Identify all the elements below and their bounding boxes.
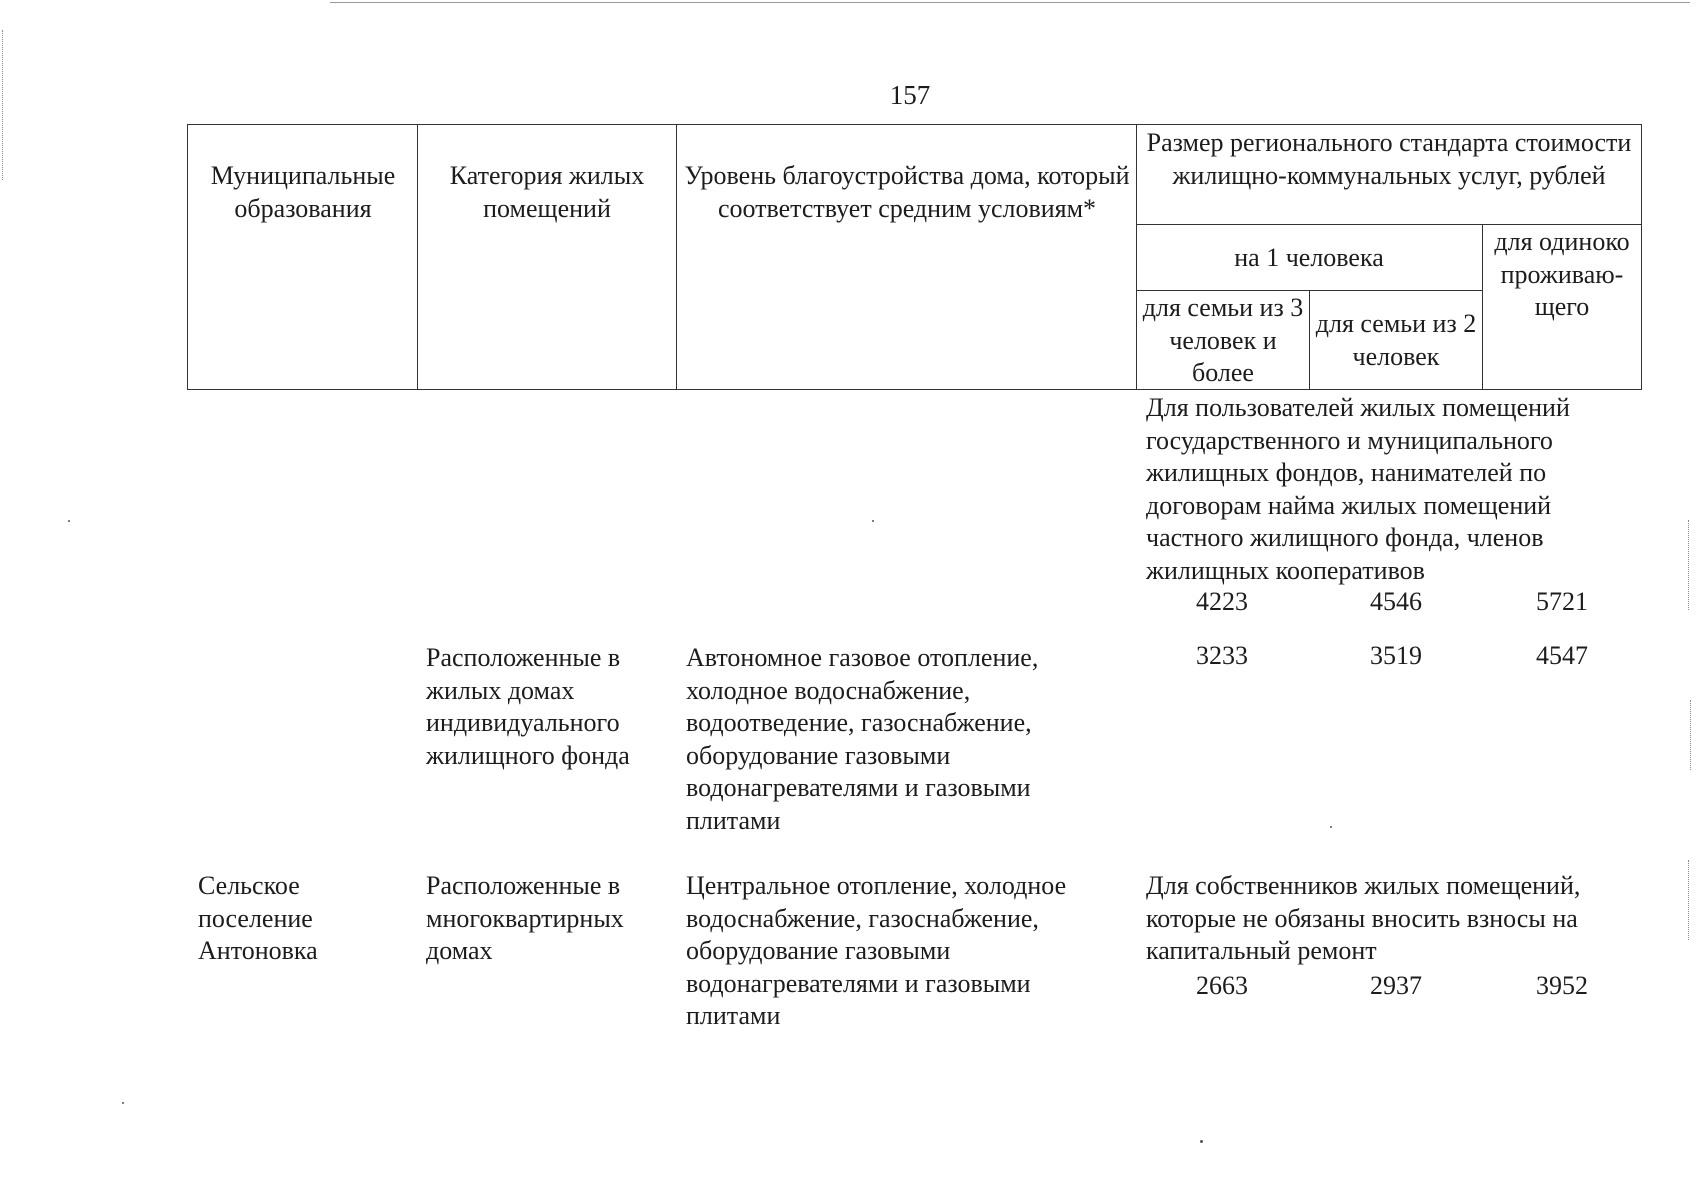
value-family-3: 2663 [1196, 971, 1248, 1000]
row-note: Для пользователей жилых помещений государственного и муниципального жилищных фондов, нанимателей по договорам найма жилых помещений частного жилищного фонда, членов жилищных кооперативов [1146, 393, 1570, 585]
header-family-2: для семьи из 2 человек [1315, 309, 1477, 371]
table-border-top [187, 124, 1642, 125]
column-divider [676, 124, 677, 390]
header-per-person: на 1 человека [1234, 243, 1384, 272]
table-border-bottom [187, 389, 1642, 390]
row-municipality: Сельское поселение Антоновка [198, 871, 318, 965]
header-single: для одиноко проживаю-щего [1494, 227, 1630, 321]
value-family-3: 4223 [1196, 587, 1248, 616]
column-divider [417, 124, 418, 390]
header-category: Категория жилых помещений [449, 161, 645, 223]
scan-speck [68, 520, 70, 522]
value-single: 5721 [1536, 587, 1588, 616]
header-family-3: для семьи из 3 человек и более [1142, 293, 1304, 387]
value-single: 4547 [1536, 641, 1588, 670]
row-category: Расположенные в жилых домах индивидуального жилищного фонда [426, 643, 630, 770]
value-family-2: 4546 [1370, 587, 1422, 616]
value-family-2: 2937 [1370, 971, 1422, 1000]
table-border-left [187, 124, 188, 390]
scan-speck [872, 520, 874, 522]
header-level: Уровень благоустройства дома, который соответствует средним условиям* [684, 161, 1130, 223]
column-divider [1136, 124, 1137, 390]
value-single: 3952 [1536, 971, 1588, 1000]
scan-speck [1330, 826, 1332, 828]
scan-right-edge-noise [1690, 700, 1699, 770]
column-divider [1309, 290, 1310, 390]
value-family-2: 3519 [1370, 641, 1422, 670]
column-divider [1482, 224, 1483, 390]
scan-speck [122, 1102, 124, 1104]
scan-top-edge [330, 2, 1690, 3]
value-family-3: 3233 [1196, 641, 1248, 670]
row-level: Центральное отопление, холодное водоснабжение, газоснабжение, оборудование газовыми водонагревателями и газовыми плитами [686, 871, 1067, 1030]
header-standard: Размер регионального стандарта стоимости жилищно-коммунальных услуг, рублей [1146, 128, 1632, 190]
row-note: Для собственников жилых помещений, которые не обязаны вносить взносы на капитальный ремонт [1146, 871, 1581, 965]
table-border-right [1641, 124, 1642, 390]
scan-speck [1200, 1140, 1203, 1143]
header-municipality: Муниципальные образования [210, 161, 396, 223]
scan-left-edge-noise [2, 30, 11, 180]
row-category: Расположенные в многоквартирных домах [426, 871, 624, 965]
standard-subheader-divider [1136, 224, 1642, 225]
row-level: Автономное газовое отопление, холодное водоснабжение, водоотведение, газоснабжение, оборудование газовыми водонагревателями и газовыми плитами [686, 643, 1039, 835]
scan-right-edge-noise [1688, 860, 1697, 940]
scan-right-edge-noise [1688, 520, 1697, 610]
page-number: 157 [889, 80, 931, 110]
